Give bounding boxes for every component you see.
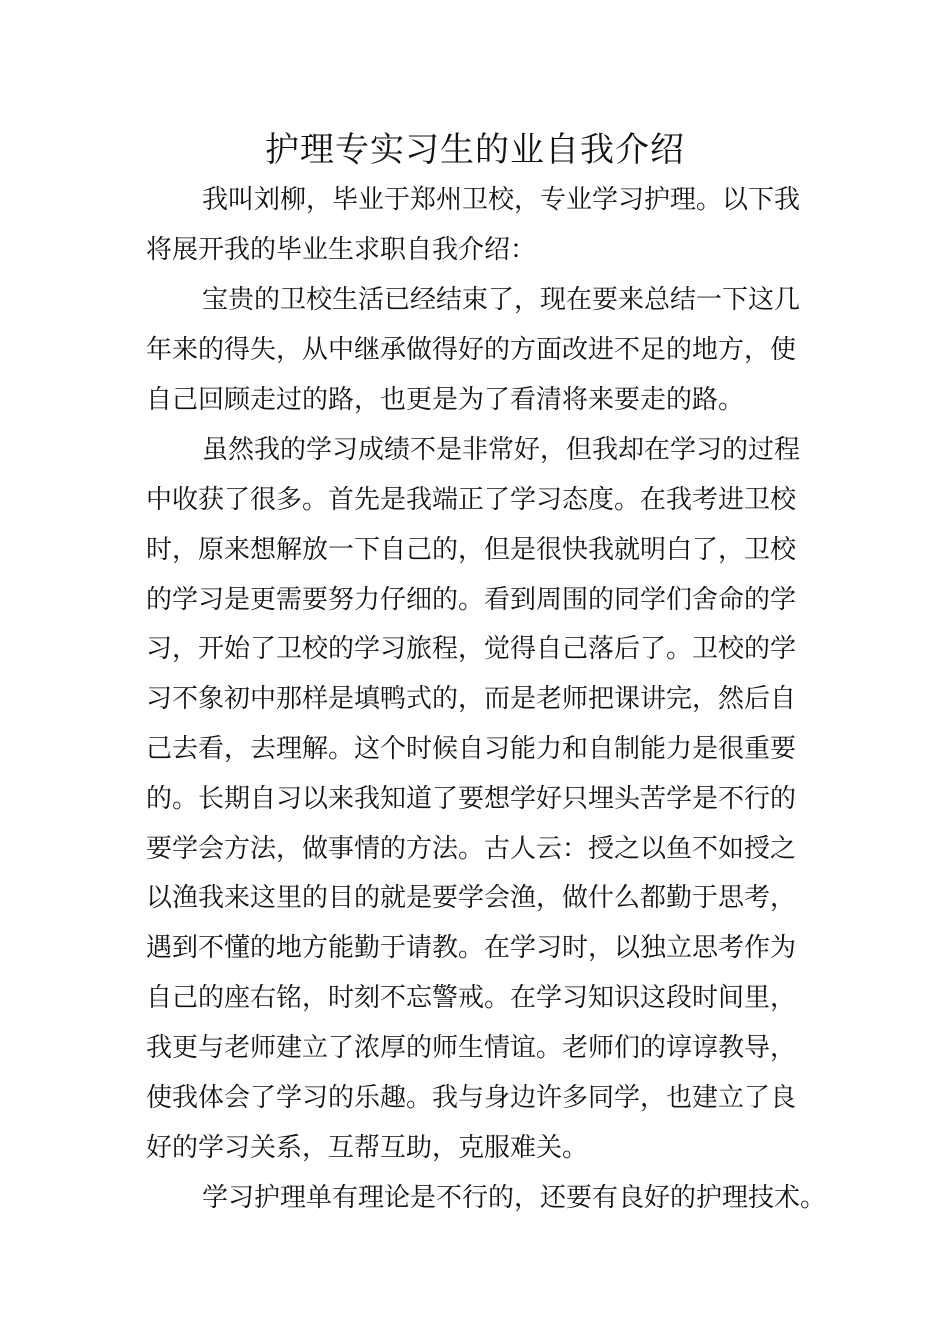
paragraph-line: 要学会方法，做事情的方法。古人云：授之以鱼不如授之 (146, 834, 797, 864)
paragraph-line: 己去看，去理解。这个时候自习能力和自制能力是很重要 (146, 734, 797, 764)
document-title: 护理专实习生的业自我介绍 (265, 130, 685, 170)
paragraph-line: 我叫刘柳，毕业于郑州卫校，专业学习护理。以下我 (202, 185, 801, 215)
paragraph-line: 好的学习关系，互帮互助，克服难关。 (146, 1133, 589, 1163)
paragraph-line: 宝贵的卫校生活已经结束了，现在要来总结一下这几 (202, 285, 801, 315)
paragraph-line: 中收获了很多。首先是我端正了学习态度。在我考进卫校 (146, 485, 797, 515)
paragraph-line: 自己的座右铭，时刻不忘警戒。在学习知识这段时间里， (146, 983, 797, 1013)
paragraph-line: 使我体会了学习的乐趣。我与身边许多同学，也建立了良 (146, 1083, 797, 1113)
paragraph-line: 遇到不懂的地方能勤于请教。在学习时，以独立思考作为 (146, 933, 797, 963)
paragraph-line: 时，原来想解放一下自己的，但是很快我就明白了，卫校 (146, 535, 797, 565)
paragraph-line: 学习护理单有理论是不行的，还要有良好的护理技术。 (202, 1183, 827, 1213)
paragraph-line: 虽然我的学习成绩不是非常好，但我却在学习的过程 (202, 435, 801, 465)
paragraph-line: 年来的得失，从中继承做得好的方面改进不足的地方，使 (146, 335, 797, 365)
paragraph-line: 以渔我来这里的目的就是要学会渔，做什么都勤于思考， (146, 883, 797, 913)
paragraph-line: 的学习是更需要努力仔细的。看到周围的同学们舍命的学 (146, 585, 797, 615)
paragraph-line: 的。长期自习以来我知道了要想学好只埋头苦学是不行的 (146, 784, 797, 814)
paragraph-line: 将展开我的毕业生求职自我介绍： (146, 235, 537, 265)
paragraph-line: 我更与老师建立了浓厚的师生情谊。老师们的谆谆教导， (146, 1033, 797, 1063)
paragraph-line: 自己回顾走过的路，也更是为了看清将来要走的路。 (146, 385, 745, 415)
paragraph-line: 习不象初中那样是填鸭式的，而是老师把课讲完，然后自 (146, 684, 797, 714)
paragraph-line: 习，开始了卫校的学习旅程，觉得自己落后了。卫校的学 (146, 634, 797, 664)
